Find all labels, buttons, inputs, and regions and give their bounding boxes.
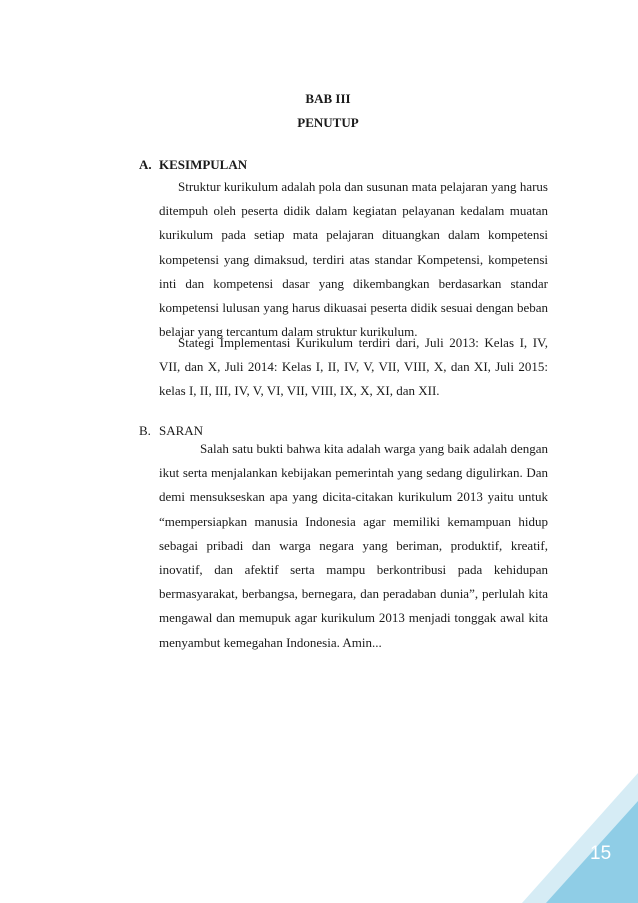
section-marker: B. xyxy=(139,423,151,438)
section-title: SARAN xyxy=(159,423,204,438)
section-marker: A. xyxy=(139,157,152,172)
corner-decoration xyxy=(522,773,638,903)
chapter-title: PENUTUP xyxy=(297,115,359,130)
paragraph-kesimpulan-2: Stategi Implementasi Kurikulum terdiri dari, Juli 2013: Kelas I, IV, VII, dan X, Juli 2014: Kelas I, II, IV, V, VII, VIII, X, dan XI, Juli 2015: kelas I, II, III, IV, V, VI, VII, VIII, IX, X, XI, dan XII. xyxy=(159,335,548,399)
paragraph-saran-1: Salah satu bukti bahwa kita adalah warga yang baik adalah dengan ikut serta menjalankan kebijakan pemerintah yang sedang digulirkan. Dan demi mensukseskan apa yang dicita-citakan kurikulum 2013 yaitu untuk “mempersiapkan manusia Indonesia agar memiliki kemampuan hidup sebagai pribadi dan warga negara yang beriman, produktif, kreatif, inovatif, dan afektif serta mampu berkontribusi pada kehidupan bermasyarakat, berbangsa, bernegara, dan peradaban dunia”, perlulah kita mengawal dan memupuk agar kurikulum 2013 menjadi tonggak awal kita menyambut kemegahan Indonesia. Amin... xyxy=(159,441,548,650)
paragraph-kesimpulan-1: Struktur kurikulum adalah pola dan susunan mata pelajaran yang harus ditempuh oleh peserta didik dalam kegiatan pelayanan kedalam muatan kurikulum pada setiap mata pelajaran dituangkan dalam kompetensi kompetensi yang dimaksud, terdiri atas standar Kompetensi, kompetensi inti dan kompetensi dasar yang dikembangkan berdasarkan standar kompetensi lulusan yang harus dikuasai peserta didik sesuai dengan beban belajar yang tercantum dalam struktur kurikulum. xyxy=(159,179,548,340)
section-title: KESIMPULAN xyxy=(159,157,248,172)
chapter-number: BAB III xyxy=(305,91,351,106)
section-heading-kesimpulan xyxy=(139,157,247,173)
page-number: 15 xyxy=(590,843,612,864)
